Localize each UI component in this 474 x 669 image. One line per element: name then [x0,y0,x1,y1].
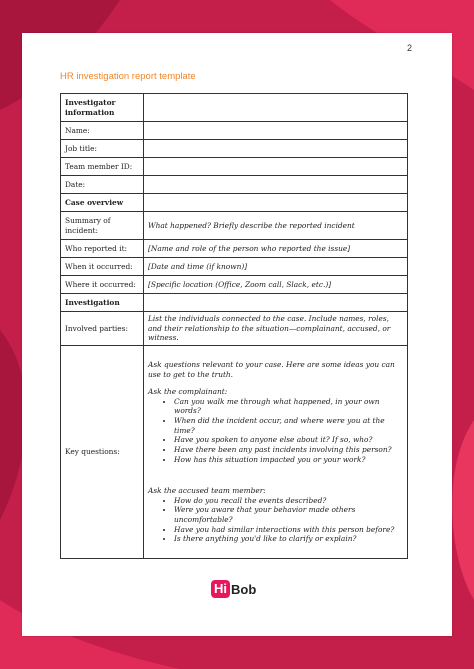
document-page [22,33,452,636]
document-title: HR investigation report template [60,71,196,82]
list-item: • How do you recall the events described? [174,496,403,506]
when-occurred-value[interactable]: [Date and time (if known)] [144,258,408,276]
summary-value[interactable]: What happened? Briefly describe the reported incident [144,212,408,240]
name-label: Name: [61,122,144,140]
logo-hi-badge: Hi [211,580,230,598]
summary-label: Summary of incident: [61,212,144,240]
list-item: • Have you spoken to anyone else about it? If so, who? [174,435,403,445]
investigator-info-value[interactable] [144,94,408,122]
list-item: • When did the incident occur, and where were you at the time? [174,416,403,435]
where-occurred-label: Where it occurred: [61,276,144,294]
team-member-id-value[interactable] [144,158,408,176]
page-number: 2 [406,43,412,53]
who-reported-value[interactable]: [Name and role of the person who reported the issue] [144,240,408,258]
involved-parties-label: Involved parties: [61,312,144,346]
job-title-label: Job title: [61,140,144,158]
accused-heading: Ask the accused team member: [148,486,266,496]
case-overview-value[interactable] [144,194,408,212]
name-value[interactable] [144,122,408,140]
list-item: • Can you walk me through what happened, in your own words? [174,397,403,416]
list-item: • Is there anything you'd like to clarify or explain? [174,534,403,544]
logo-bob-text: Bob [231,581,257,597]
accused-questions-list [148,496,403,544]
date-label: Date: [61,176,144,194]
key-questions-intro: Ask questions relevant to your case. Here are some ideas you can use to get to the truth. [148,359,395,379]
complainant-heading: Ask the complainant: [148,387,228,397]
case-overview-heading: Case overview [61,194,144,212]
investigation-heading: Investigation [61,294,144,312]
involved-parties-value[interactable]: List the individuals connected to the case. Include names, roles, and their relationship to the situation—complainant, accused, or witness. [144,312,408,346]
list-item: • Have you had similar interactions with this person before? [174,525,403,535]
report-table [60,93,408,559]
list-item: • Have there been any past incidents involving this person? [174,445,403,455]
hibob-logo [211,580,256,598]
list-item: • Were you aware that your behavior made others uncomfortable? [174,505,403,524]
date-value[interactable] [144,176,408,194]
where-occurred-value[interactable]: [Specific location (Office, Zoom call, Slack, etc.)] [144,276,408,294]
investigator-info-heading: Investigator information [61,94,144,122]
team-member-id-label: Team member ID: [61,158,144,176]
list-item: • How has this situation impacted you or your work? [174,455,403,465]
job-title-value[interactable] [144,140,408,158]
when-occurred-label: When it occurred: [61,258,144,276]
key-questions-label: Key questions: [61,345,144,558]
who-reported-label: Who reported it: [61,240,144,258]
key-questions-value[interactable] [144,345,408,558]
complainant-questions-list [148,397,403,464]
investigation-value[interactable] [144,294,408,312]
